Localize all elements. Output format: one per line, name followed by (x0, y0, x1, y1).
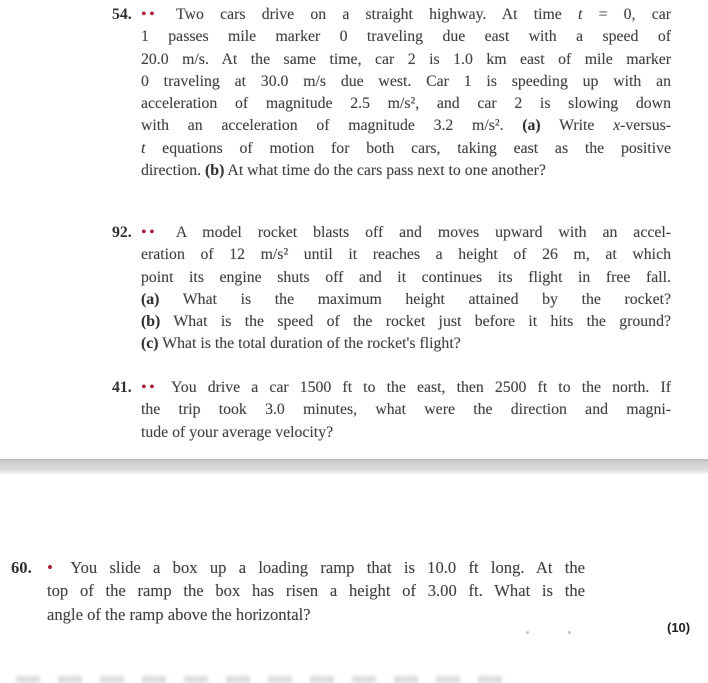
difficulty-bullets: •• (141, 224, 176, 241)
text-segment: What is the speed of the rocket just before it hits the ground? (160, 313, 671, 331)
text-segment: the trip took 3.0 minutes, what were the direction and magni- (141, 401, 671, 419)
text-line (141, 289, 671, 311)
text-segment: t (578, 6, 583, 23)
text-segment: with an acceleration of magnitude 3.2 m/s². (141, 117, 523, 135)
problem-60 (11, 556, 585, 626)
text-line (47, 603, 585, 626)
text-line (141, 311, 671, 333)
text-segment: Two cars drive on a straight highway. At time (176, 6, 578, 23)
text-segment: Write (540, 117, 614, 135)
text-segment: top of the ramp the box has risen a height of 3.00 ft. What is the (47, 581, 585, 601)
text-segment: What is the total duration of the rocket's flight? (158, 335, 461, 353)
text-segment: acceleration of magnitude 2.5 m/s², and car 2 is slowing down (141, 95, 671, 113)
text-line (141, 222, 671, 244)
text-line (141, 26, 671, 48)
text-line (141, 267, 671, 289)
problem-41 (112, 377, 672, 444)
text-line (141, 4, 671, 26)
stray-mark (568, 631, 571, 634)
text-segment: t (141, 139, 146, 157)
difficulty-bullets: • (47, 558, 71, 577)
page-number-label: (10) (667, 620, 691, 635)
text-segment: tude of your average velocity? (141, 423, 334, 441)
text-line (47, 579, 585, 602)
problem-60-text (47, 556, 585, 626)
text-segment: 1 passes mile marker 0 traveling due east with a speed of (141, 28, 671, 46)
text-line (141, 399, 671, 421)
text-segment: x (613, 117, 621, 135)
text-segment: 20.0 m/s. At the same time, car 2 is 1.0 km east of mile marker (141, 50, 671, 68)
text-line (141, 138, 671, 160)
text-segment: (b) (141, 313, 161, 331)
problem-54-text (141, 4, 671, 182)
text-line (141, 160, 671, 182)
text-segment: What is the maximum height attained by the rocket? (159, 290, 671, 308)
text-line (141, 244, 671, 266)
text-segment: (b) (205, 162, 225, 180)
text-segment: (a) (522, 117, 541, 135)
text-line (141, 93, 671, 115)
text-segment: You drive a car 1500 ft to the east, then 2500 ft to the north. If (170, 379, 672, 396)
text-line (141, 333, 671, 355)
text-segment: You slide a box up a loading ramp that is 10.0 ft long. At the (70, 558, 585, 577)
text-segment: (a) (141, 290, 160, 308)
text-segment: 0 traveling at 30.0 m/s due west. Car 1 is speeding up with an (141, 72, 671, 90)
text-line (47, 556, 585, 579)
problem-92-text (141, 222, 671, 356)
section-divider-bar (0, 459, 708, 474)
problem-number: 60. (11, 558, 32, 577)
problem-number: 92. (112, 224, 132, 241)
problem-92 (112, 222, 671, 356)
text-line (141, 49, 671, 71)
text-segment: -versus- (620, 117, 671, 135)
difficulty-bullets: •• (141, 6, 177, 23)
text-segment: equations of motion for both cars, taking east as the positive (145, 139, 671, 157)
text-segment: point its engine shuts off and it continues its flight in free fall. (141, 268, 671, 286)
text-line (141, 115, 671, 137)
text-line (141, 71, 671, 93)
text-segment: At what time do the cars pass next to one another? (224, 162, 546, 180)
text-segment: direction. (141, 162, 206, 180)
difficulty-bullets: •• (141, 379, 171, 396)
text-segment: eration of 12 m/s² until it reaches a height of 26 m, at which (141, 246, 671, 264)
problem-41-text (141, 377, 671, 444)
text-segment: (c) (141, 335, 159, 353)
stray-mark (526, 631, 529, 634)
text-segment: angle of the ramp above the horizontal? (47, 604, 311, 624)
text-line (141, 422, 671, 444)
text-segment: = 0, car (582, 6, 671, 23)
text-line (141, 377, 671, 399)
problem-number: 41. (112, 379, 132, 396)
problem-number: 54. (112, 6, 132, 23)
problem-54 (112, 4, 671, 182)
text-segment: A model rocket blasts off and moves upward with an accel- (175, 224, 671, 241)
